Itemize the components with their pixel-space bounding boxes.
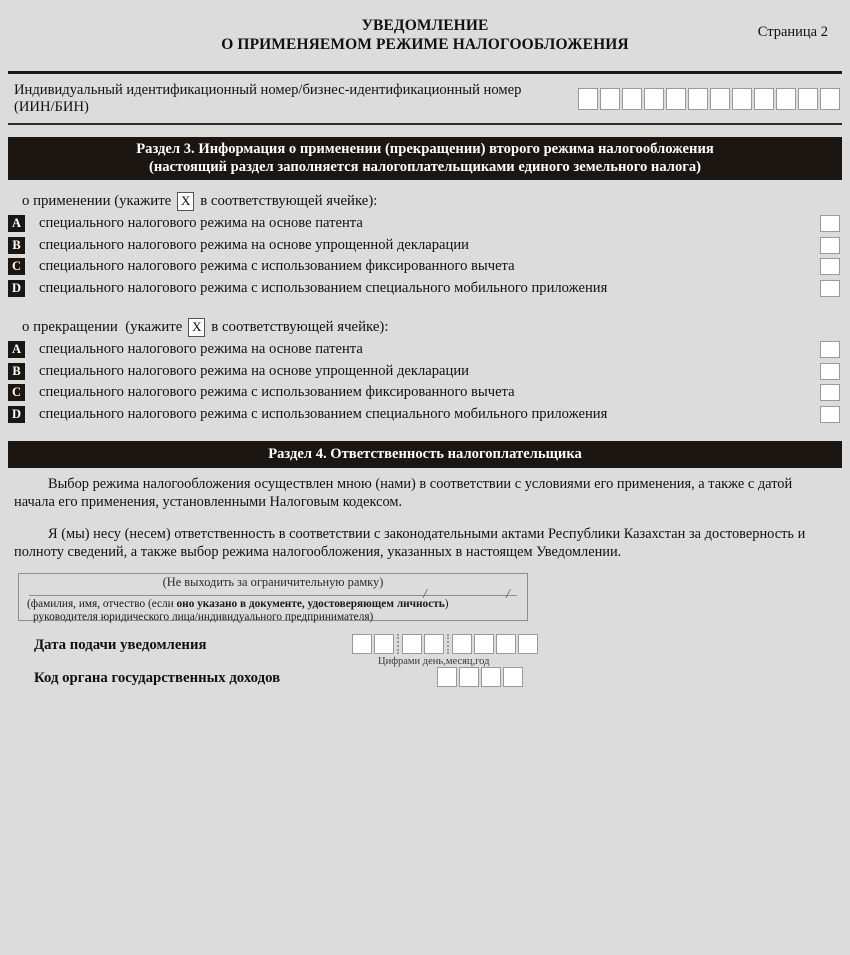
responsibility-paragraph-1: Выбор режима налогообложения осуществлен мною (нами) в соответствии с условиями его применения, а также с датой начала его применения, установленными Налоговым кодексом.	[14, 476, 793, 510]
signature-caption-line-1	[27, 598, 521, 611]
iin-bin-cell[interactable]	[710, 88, 730, 110]
date-year-cell[interactable]	[518, 634, 538, 654]
date-day-cell[interactable]	[352, 634, 372, 654]
application-option-checkbox-a[interactable]	[820, 215, 840, 232]
date-month-cell[interactable]	[424, 634, 444, 654]
authority-code-row	[0, 665, 850, 691]
signature-line	[29, 595, 517, 596]
iin-bin-label	[14, 82, 578, 117]
authority-code-cell[interactable]	[459, 667, 479, 687]
submission-date-label: Дата подачи уведомления	[34, 636, 207, 653]
termination-option-row[interactable]	[0, 361, 850, 383]
application-instruction	[0, 189, 850, 213]
document-title-line-1: УВЕДОМЛЕНИЕ	[361, 17, 489, 34]
termination-option-label: специального налогового режима с использованием фиксированного вычета	[39, 384, 515, 401]
responsibility-text-block	[0, 468, 850, 561]
section-3-header	[8, 137, 842, 180]
authority-code-cell[interactable]	[503, 667, 523, 687]
date-month-cell[interactable]	[402, 634, 422, 654]
termination-instruction-suffix: в соответствующей ячейке):	[211, 318, 389, 335]
section-3-header-line-2: (настоящий раздел заполняется налогоплательщиками единого земельного налога)	[148, 159, 702, 175]
iin-bin-cell[interactable]	[666, 88, 686, 110]
termination-option-badge-a: A	[8, 341, 25, 358]
iin-bin-cell[interactable]	[820, 88, 840, 110]
application-option-label: специального налогового режима на основе упрощенной декларации	[39, 236, 469, 253]
iin-bin-cell[interactable]	[688, 88, 708, 110]
termination-option-badge-b: B	[8, 363, 25, 380]
iin-bin-row	[0, 74, 850, 123]
signature-caption-part-1: (фамилия, имя, отчество (если	[27, 598, 177, 610]
termination-option-badge-d: D	[8, 406, 25, 423]
termination-option-badge-c: C	[8, 384, 25, 401]
application-option-row[interactable]	[0, 278, 850, 300]
signature-caption	[27, 598, 521, 623]
section-4-header: Раздел 4. Ответственность налогоплательщика	[8, 441, 842, 468]
iin-bottom-rule	[8, 123, 842, 125]
iin-bin-cell[interactable]	[600, 88, 620, 110]
signature-note: (Не выходить за ограничительную рамку)	[162, 575, 384, 589]
document-title	[95, 16, 755, 54]
submission-date-hint: Цифрами день,месяц,год	[378, 656, 490, 667]
termination-marker-box: X	[188, 318, 205, 337]
termination-option-label: специального налогового режима на основе патента	[39, 341, 363, 358]
iin-bin-input-cells[interactable]	[578, 88, 840, 110]
signature-caption-part-2: )	[444, 598, 449, 610]
date-year-cell[interactable]	[452, 634, 472, 654]
application-instruction-suffix: в соответствующей ячейке):	[200, 192, 378, 209]
termination-instruction	[0, 315, 850, 339]
iin-bin-label-line-1: Индивидуальный идентификационный номер/бизнес-идентификационный номер	[14, 81, 522, 98]
application-option-checkbox-d[interactable]	[820, 280, 840, 297]
document-title-line-2: О ПРИМЕНЯЕМОМ РЕЖИМЕ НАЛОГООБЛОЖЕНИЯ	[221, 36, 629, 53]
submission-date-input-cells[interactable]	[352, 634, 538, 654]
application-option-label: специального налогового режима на основе патента	[39, 215, 363, 232]
signature-caption-line-2: руководителя юридического лица/индивидуального предпринимателя)	[33, 610, 374, 623]
authority-code-cell[interactable]	[481, 667, 501, 687]
application-option-checkbox-b[interactable]	[820, 237, 840, 254]
application-option-row[interactable]	[0, 256, 850, 278]
iin-bin-cell[interactable]	[578, 88, 598, 110]
page-number-label: Страница 2	[757, 24, 828, 40]
responsibility-paragraph-2: Я (мы) несу (несем) ответственность в соответствии с законодательными актами Республики Казахстан за достоверность и полноту сведений, а также выбор режима налогообложения, указанных в настоящем Уведомлении.	[14, 526, 806, 560]
signature-slash-2: /	[505, 586, 511, 603]
application-option-label: специального налогового режима с использованием специального мобильного приложения	[39, 279, 608, 296]
termination-option-row[interactable]	[0, 382, 850, 404]
iin-bin-cell[interactable]	[644, 88, 664, 110]
application-instruction-prefix: о применении (укажите	[22, 192, 172, 209]
application-option-row[interactable]	[0, 213, 850, 235]
application-option-badge-b: B	[8, 237, 25, 254]
application-option-badge-a: A	[8, 215, 25, 232]
authority-code-cell[interactable]	[437, 667, 457, 687]
authority-code-label: Код органа государственных доходов	[34, 669, 281, 686]
termination-option-checkbox-a[interactable]	[820, 341, 840, 358]
application-marker-box: X	[177, 192, 194, 211]
iin-bin-cell[interactable]	[798, 88, 818, 110]
authority-code-input-cells[interactable]	[437, 667, 523, 687]
application-option-badge-c: C	[8, 258, 25, 275]
termination-option-checkbox-b[interactable]	[820, 363, 840, 380]
iin-bin-cell[interactable]	[754, 88, 774, 110]
section-3-header-line-1: Раздел 3. Информация о применении (прекращении) второго режима налогообложения	[136, 141, 714, 157]
iin-bin-label-line-2: (ИИН/БИН)	[14, 99, 89, 115]
signature-frame[interactable]	[18, 573, 528, 621]
application-option-list	[0, 213, 850, 299]
date-group-separator	[447, 634, 451, 654]
termination-option-checkbox-c[interactable]	[820, 384, 840, 401]
document-header	[0, 0, 850, 62]
date-day-cell[interactable]	[374, 634, 394, 654]
application-option-checkbox-c[interactable]	[820, 258, 840, 275]
iin-bin-cell[interactable]	[776, 88, 796, 110]
application-option-row[interactable]	[0, 235, 850, 257]
spacer	[0, 180, 850, 189]
signature-caption-bold: оно указано в документе, удостоверяющем личность	[176, 598, 445, 610]
termination-option-row[interactable]	[0, 404, 850, 426]
date-year-cell[interactable]	[496, 634, 516, 654]
iin-bin-cell[interactable]	[732, 88, 752, 110]
iin-bin-cell[interactable]	[622, 88, 642, 110]
signature-slash-1: /	[422, 586, 428, 603]
termination-instruction-prefix: о прекращении (укажите	[22, 318, 183, 335]
termination-option-list	[0, 339, 850, 425]
termination-option-label: специального налогового режима на основе упрощенной декларации	[39, 362, 469, 379]
termination-option-label: специального налогового режима с использованием специального мобильного приложения	[39, 405, 608, 422]
date-year-cell[interactable]	[474, 634, 494, 654]
date-group-separator	[397, 634, 401, 654]
application-option-label: специального налогового режима с использованием фиксированного вычета	[39, 258, 515, 275]
termination-option-checkbox-d[interactable]	[820, 406, 840, 423]
application-option-badge-d: D	[8, 280, 25, 297]
submission-date-row	[0, 632, 850, 667]
spacer	[0, 299, 850, 315]
termination-option-row[interactable]	[0, 339, 850, 361]
